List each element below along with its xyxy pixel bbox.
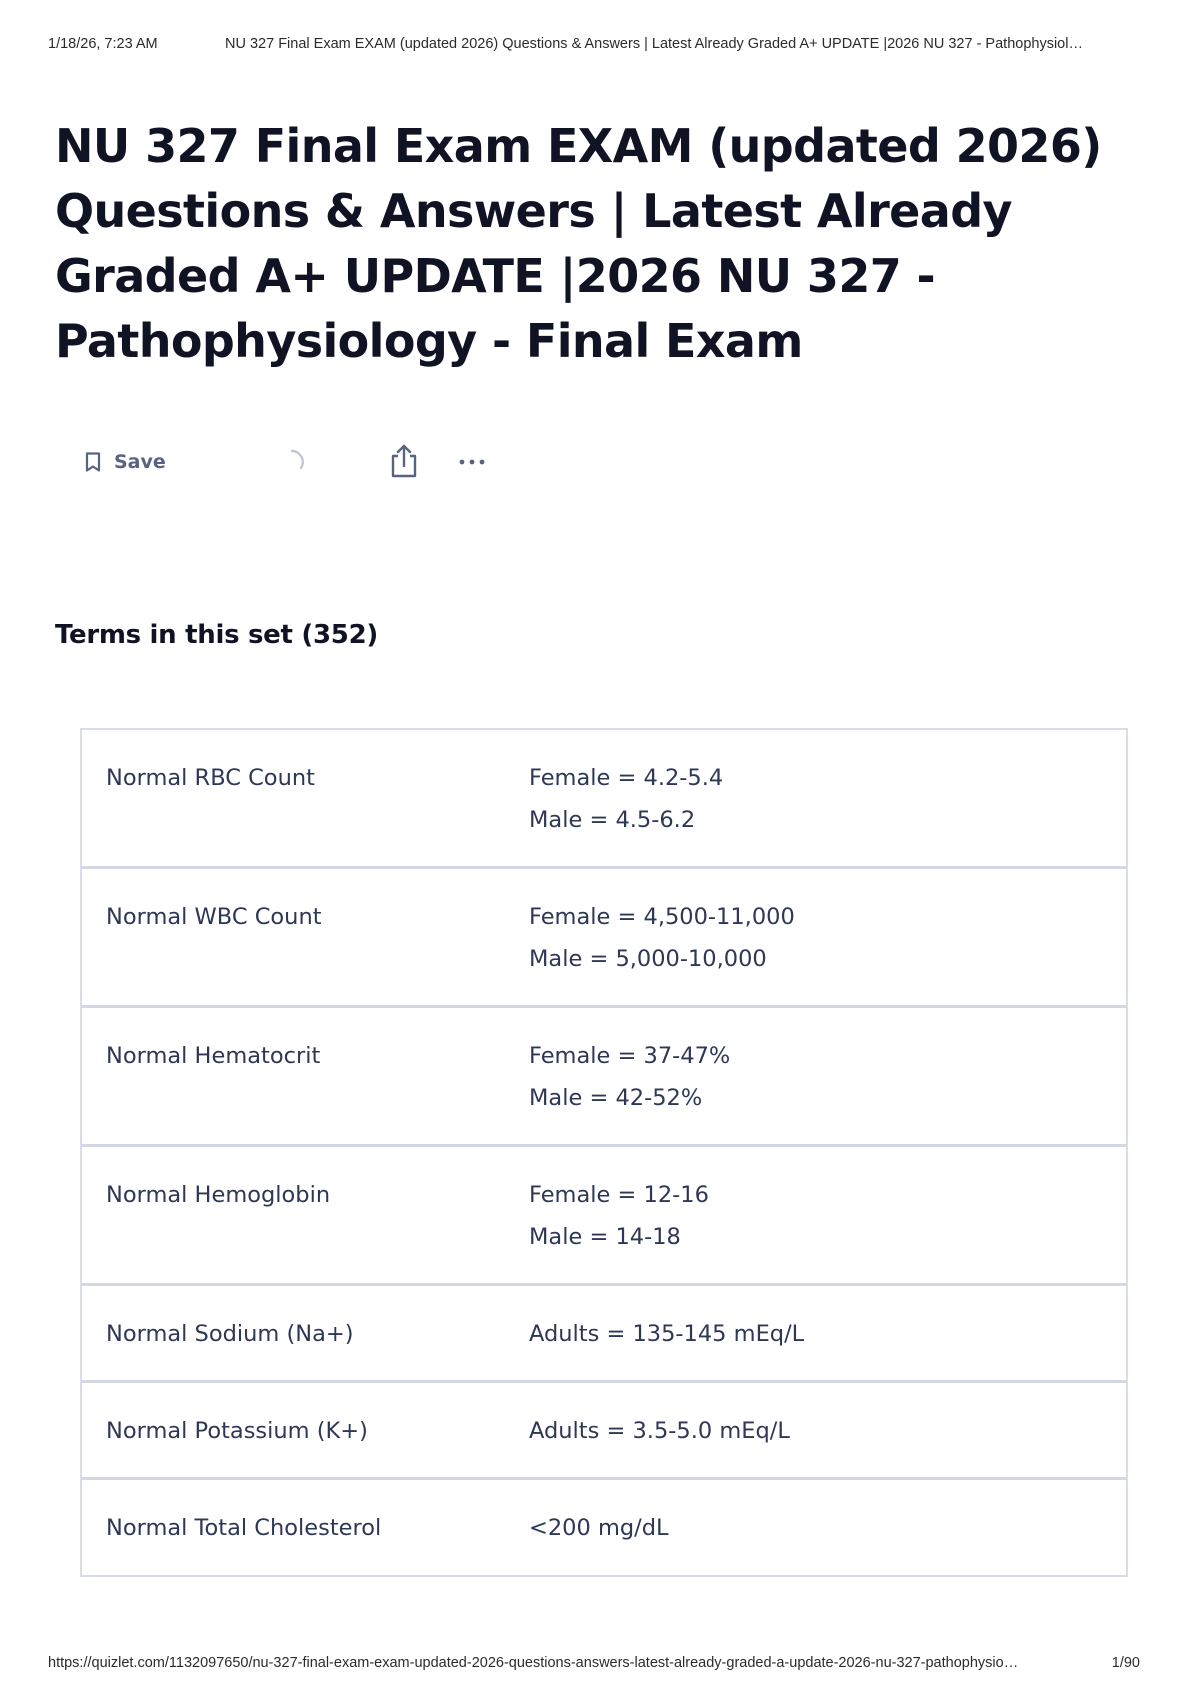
- terms-list: [80, 728, 1128, 1577]
- term-definition: [529, 757, 1126, 866]
- share-icon: [387, 468, 421, 483]
- definition-line: Female = 12-16: [529, 1182, 709, 1208]
- loading-spinner-icon: [277, 447, 307, 477]
- term-row: [82, 1286, 1126, 1383]
- definition-line: Male = 5,000-10,000: [529, 946, 767, 972]
- share-button[interactable]: [386, 442, 422, 480]
- term-word: Normal Hematocrit: [106, 1043, 321, 1069]
- term-row: [82, 1008, 1126, 1147]
- definition-line: Adults = 3.5-5.0 mEq/L: [529, 1418, 790, 1444]
- term-definition: [529, 1035, 1126, 1144]
- term-definition: [529, 896, 1126, 1005]
- term-row: [82, 730, 1126, 869]
- term-row: [82, 869, 1126, 1008]
- more-options-icon: [454, 466, 490, 481]
- term-word: Normal Total Cholesterol: [106, 1515, 382, 1541]
- print-doc-title: NU 327 Final Exam EXAM (updated 2026) Questions & Answers | Latest Already Graded A+ UPDATE |2026 NU 327 - Pathophysiol…: [225, 36, 1083, 52]
- definition-line: Female = 4,500-11,000: [529, 904, 795, 930]
- print-date: 1/18/26, 7:23 AM: [48, 36, 158, 52]
- term-row: [82, 1480, 1126, 1575]
- term-word: Normal Potassium (K+): [106, 1418, 368, 1444]
- term-word: Normal Hemoglobin: [106, 1182, 331, 1208]
- definition-line: Male = 14-18: [529, 1224, 681, 1250]
- more-options-button[interactable]: [454, 446, 490, 478]
- definition-line: Adults = 135-145 mEq/L: [529, 1321, 805, 1347]
- terms-heading: Terms in this set (352): [55, 620, 378, 650]
- definition-line: <200 mg/dL: [529, 1515, 669, 1541]
- bookmark-icon: [84, 451, 102, 473]
- term-word: Normal RBC Count: [106, 765, 315, 791]
- term-row: [82, 1383, 1126, 1480]
- definition-line: Female = 37-47%: [529, 1043, 731, 1069]
- action-bar: [84, 442, 504, 482]
- save-label: Save: [114, 451, 166, 473]
- page-title: NU 327 Final Exam EXAM (updated 2026) Questions & Answers | Latest Already Graded A+ UPDATE |2026 NU 327 - Pathophysiology - Final Exam: [55, 119, 1102, 368]
- print-url: https://quizlet.com/1132097650/nu-327-final-exam-exam-updated-2026-questions-answers-latest-already-graded-a-update-2026-nu-327-pathophysio…: [48, 1655, 1019, 1671]
- definition-line: Male = 42-52%: [529, 1085, 703, 1111]
- term-word: Normal WBC Count: [106, 904, 322, 930]
- save-button[interactable]: [84, 446, 166, 478]
- term-definition: [529, 1410, 1126, 1477]
- print-footer: [48, 1655, 1152, 1675]
- term-definition: [529, 1313, 1126, 1380]
- term-row: [82, 1147, 1126, 1286]
- definition-line: Male = 4.5-6.2: [529, 807, 696, 833]
- term-definition: [529, 1174, 1126, 1283]
- term-word: Normal Sodium (Na+): [106, 1321, 354, 1347]
- page-number: 1/90: [1111, 1655, 1140, 1671]
- term-definition: [529, 1507, 1126, 1575]
- print-header: [48, 36, 1152, 56]
- definition-line: Female = 4.2-5.4: [529, 765, 724, 791]
